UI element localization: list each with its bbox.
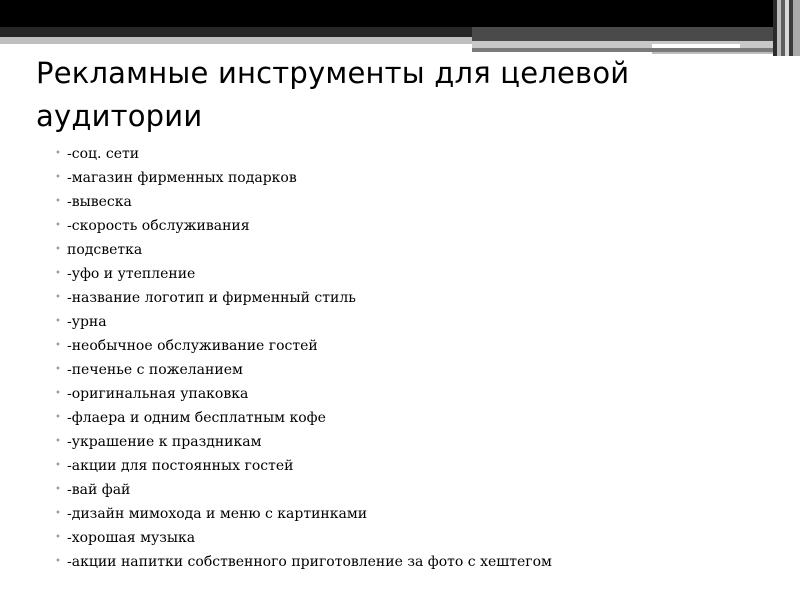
list-item-text: -печенье с пожеланием [67,362,243,378]
list-item [55,550,552,574]
bullet-dot-icon: • [55,268,61,279]
bullet-dot-icon: • [55,412,61,423]
header-band-right-light [472,41,800,48]
list-item-text: -необычное обслуживание гостей [67,338,318,354]
list-item-text: -скорость обслуживания [67,218,250,234]
bullet-dot-icon: • [55,292,61,303]
bullet-dot-icon: • [55,148,61,159]
bullet-dot-icon: • [55,244,61,255]
bullet-dot-icon: • [55,460,61,471]
list-item [55,358,552,382]
list-item [55,142,552,166]
list-item [55,214,552,238]
header-band-black [0,0,800,27]
bullet-dot-icon: • [55,220,61,231]
bullet-dot-icon: • [55,532,61,543]
list-item-text: -украшение к праздникам [67,434,262,450]
list-item-text: -акции для постоянных гостей [67,458,294,474]
list-item [55,526,552,550]
list-item [55,454,552,478]
list-item [55,238,552,262]
list-item [55,478,552,502]
list-item [55,310,552,334]
list-item-text: -хорошая музыка [67,530,196,546]
slide-title: Рекламные инструменты для целевой аудитории [36,56,630,133]
bullet-dot-icon: • [55,364,61,375]
list-item-text: -акции напитки собственного приготовление за фото с хештегом [67,554,552,570]
list-item-text: -оригинальная упаковка [67,386,249,402]
list-item [55,286,552,310]
header-band-right-dark [472,27,800,41]
list-item-text: -дизайн мимохода и меню с картинками [67,506,368,522]
list-item [55,166,552,190]
bullet-dot-icon: • [55,556,61,567]
list-item [55,430,552,454]
bullet-dot-icon: • [55,388,61,399]
corner-stripe [793,0,800,56]
bullet-dot-icon: • [55,508,61,519]
list-item [55,406,552,430]
list-item [55,190,552,214]
list-item [55,382,552,406]
list-item-text: -уфо и утепление [67,266,196,282]
bullet-dot-icon: • [55,340,61,351]
bullet-list [55,142,552,574]
list-item-text: подсветка [67,242,143,258]
list-item-text: -название логотип и фирменный стиль [67,290,356,306]
bullet-dot-icon: • [55,436,61,447]
list-item [55,334,552,358]
list-item [55,262,552,286]
list-item [55,502,552,526]
list-item-text: -соц. сети [67,146,140,162]
header-band-dark [0,27,472,37]
bullet-dot-icon: • [55,316,61,327]
list-item-text: -урна [67,314,107,330]
list-item-text: -вай фай [67,482,131,498]
list-item-text: -вывеска [67,194,132,210]
bullet-dot-icon: • [55,484,61,495]
list-item-text: -магазин фирменных подарков [67,170,297,186]
list-item-text: -флаера и одним бесплатным кофе [67,410,326,426]
header-band-light [0,37,472,44]
bullet-dot-icon: • [55,196,61,207]
bullet-dot-icon: • [55,172,61,183]
header-band-thin [652,44,740,48]
